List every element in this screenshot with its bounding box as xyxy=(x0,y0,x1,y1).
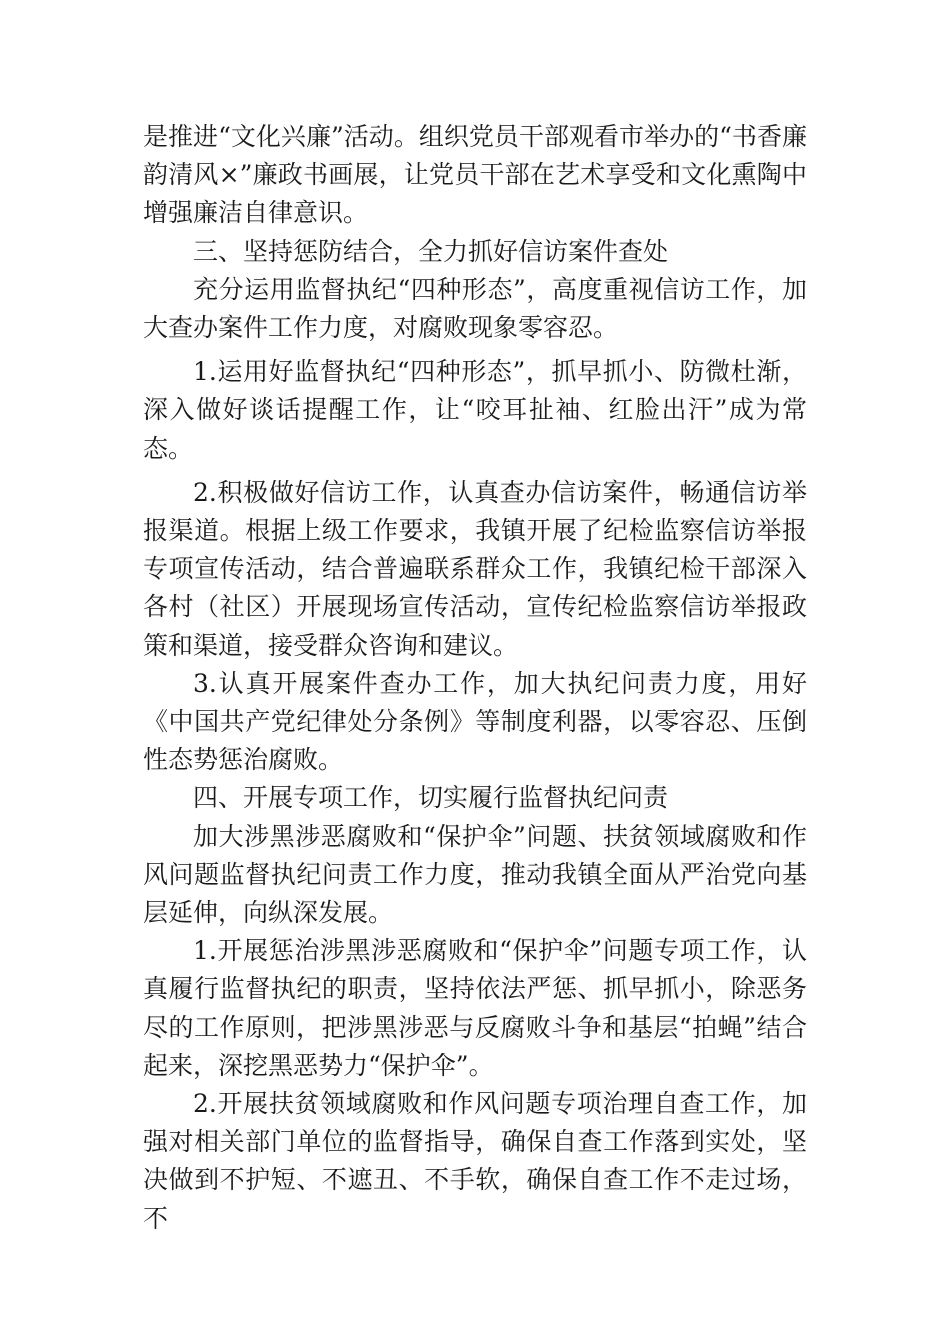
document-body xyxy=(143,118,807,1238)
paragraph-item-3-1: 1.运用好监督执纪“四种形态”，抓早抓小、防微杜渐，深入做好谈话提醒工作，让“咬耳扯袖、红脸出汗”成为常态。 xyxy=(143,357,807,463)
paragraph-item-4-2: 2.开展扶贫领域腐败和作风问题专项治理自查工作，加强对相关部门单位的监督指导，确保自查工作落到实处，坚决做到不护短、不遮丑、不手软，确保自查工作不走过场，不 xyxy=(143,1089,807,1233)
section-heading-four: 四、开展专项工作，切实履行监督执纪问责 xyxy=(193,783,669,813)
paragraph-item-3-3: 3.认真开展案件查办工作，加大执纪问责力度，用好《中国共产党纪律处分条例》等制度利器，以零容忍、压倒性态势惩治腐败。 xyxy=(143,668,807,775)
paragraph-intro-four: 加大涉黑涉恶腐败和“保护伞”问题、扶贫领域腐败和作风问题监督执纪问责工作力度，推动我镇全面从严治党向基层延伸，向纵深发展。 xyxy=(143,821,807,928)
paragraph-item-3-2: 2.积极做好信访工作，认真查办信访案件，畅通信访举报渠道。根据上级工作要求，我镇开展了纪检监察信访举报专项宣传活动，结合普遍联系群众工作，我镇纪检干部深入各村（社区）开展现场宣传活动，宣传纪检监察信访举报政策和渠道，接受群众咨询和建议。 xyxy=(143,477,807,660)
paragraph-culture-campaign: 是推进“文化兴廉”活动。组织党员干部观看市举办的“书香廉韵清风×”廉政书画展，让党员干部在艺术享受和文化熏陶中增强廉洁自律意识。 xyxy=(143,122,807,228)
paragraph-intro-three: 充分运用监督执纪“四种形态”，高度重视信访工作，加大查办案件工作力度，对腐败现象零容忍。 xyxy=(143,274,807,343)
section-heading-three: 三、坚持惩防结合，全力抓好信访案件查处 xyxy=(193,236,669,266)
paragraph-item-4-1: 1.开展惩治涉黑涉恶腐败和“保护伞”问题专项工作，认真履行监督执纪的职责，坚持依法严惩、抓早抓小，除恶务尽的工作原则，把涉黑涉恶与反腐败斗争和基层“拍蝇”结合起来，深挖黑恶势力“保护伞”。 xyxy=(143,936,807,1080)
